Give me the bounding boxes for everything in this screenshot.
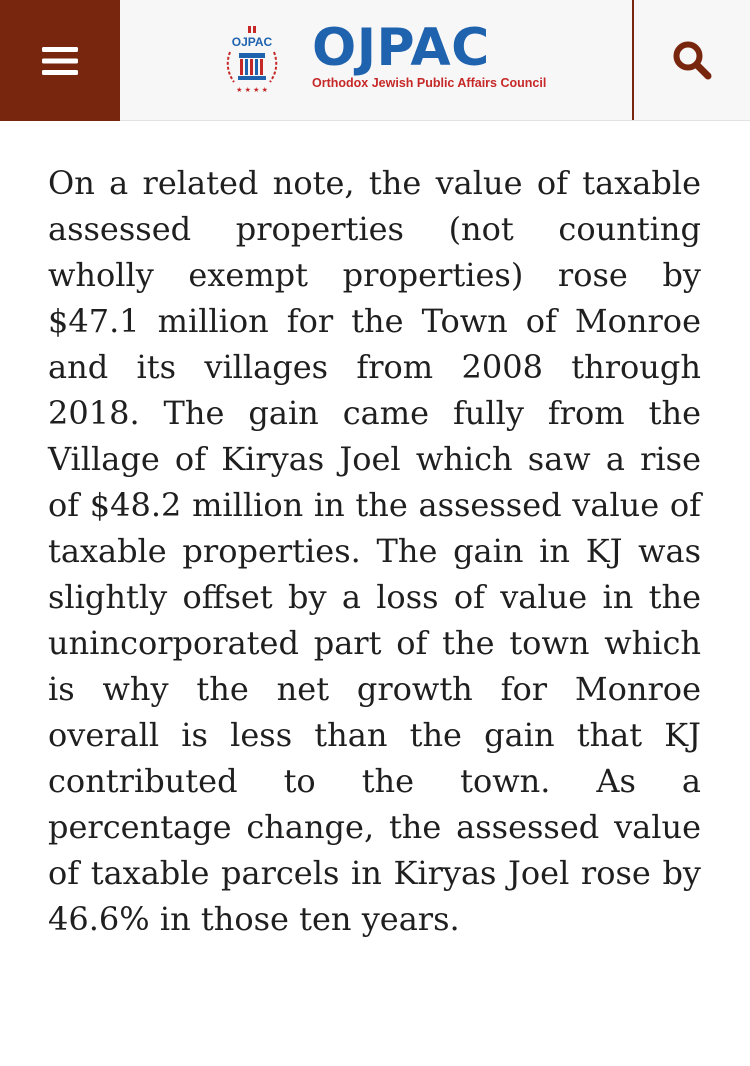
article-paragraph: On a related note, the value of taxable assessed properties (not counting wholly exempt properties) rose by $47.1 million for the Town of Monroe and its villages from 2008 through 2018. The gain came fully from the Village of Kiryas Joel which saw a rise of $48.2 million in the assessed value of taxable properties. The gain in KJ was slightly offset by a loss of value in the unincorporated part of the town which is why the net growth for Monroe overall is less than the gain that KJ contributed to the town. As a percentage change, the assessed value of taxable parcels in Kiryas Joel rose by 46.6% in those ten years. — [48, 164, 701, 938]
logo-subtitle: Orthodox Jewish Public Affairs Council — [312, 76, 547, 90]
ojpac-seal-icon — [222, 26, 282, 98]
site-header — [0, 0, 750, 121]
svg-text:★ ★ ★ ★: ★ ★ ★ ★ — [236, 86, 268, 94]
logo-title: OJPAC — [312, 18, 490, 78]
wordmark — [312, 18, 547, 90]
hamburger-icon — [42, 46, 78, 76]
search-button[interactable] — [632, 0, 750, 120]
menu-button[interactable] — [0, 0, 120, 121]
seal-text: OJPAC — [231, 35, 273, 49]
search-icon — [671, 39, 713, 81]
ojpac-logo[interactable] — [222, 18, 547, 98]
